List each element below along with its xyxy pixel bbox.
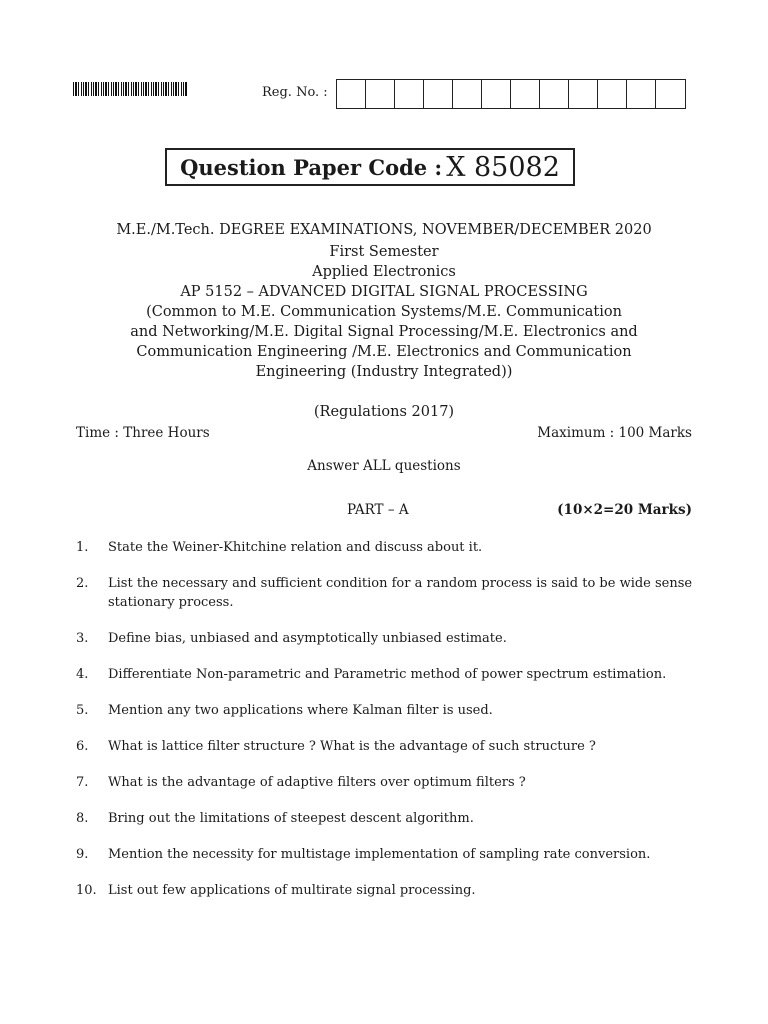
question-text: Mention any two applications where Kalman filter is used. xyxy=(108,703,493,718)
reg-no-box xyxy=(395,80,424,108)
barcode xyxy=(73,82,187,96)
question-text: List the necessary and sufficient condition for a random process is said to be wide sense stationary process. xyxy=(108,576,693,610)
reg-no-box xyxy=(627,80,656,108)
question-item xyxy=(76,701,716,720)
instruction: Answer ALL questions xyxy=(307,458,461,474)
qp-code-value: X 85082 xyxy=(446,151,560,183)
question-item xyxy=(76,574,716,612)
part-heading: PART – A xyxy=(347,502,409,518)
reg-no-box xyxy=(366,80,395,108)
common-to-line-3: Communication Engineering /M.E. Electronics and Communication xyxy=(136,344,632,360)
question-text: Bring out the limitations of steepest descent algorithm. xyxy=(108,811,474,826)
reg-no-box xyxy=(540,80,569,108)
semester: First Semester xyxy=(329,244,439,260)
department: Applied Electronics xyxy=(312,264,456,280)
question-number: 9. xyxy=(76,847,89,862)
question-item xyxy=(76,629,716,648)
reg-no-box xyxy=(511,80,540,108)
reg-no-boxes xyxy=(336,79,686,109)
question-number: 1. xyxy=(76,540,89,555)
part-marks: (10×2=20 Marks) xyxy=(557,502,692,518)
question-number: 2. xyxy=(76,576,89,591)
reg-no-box xyxy=(337,80,366,108)
question-item xyxy=(76,773,716,792)
question-number: 7. xyxy=(76,775,89,790)
reg-no-box xyxy=(569,80,598,108)
question-text: List out few applications of multirate signal processing. xyxy=(108,883,476,898)
question-text: Mention the necessity for multistage implementation of sampling rate conversion. xyxy=(108,847,651,862)
question-item xyxy=(76,809,716,828)
question-text: What is lattice filter structure ? What is the advantage of such structure ? xyxy=(108,739,596,754)
question-number: 8. xyxy=(76,811,89,826)
time-allowed: Time : Three Hours xyxy=(76,425,210,441)
qp-code-label: Question Paper Code : xyxy=(180,154,443,180)
question-number: 4. xyxy=(76,667,89,682)
question-item xyxy=(76,845,716,864)
reg-no-box xyxy=(424,80,453,108)
question-list xyxy=(76,538,716,917)
question-text: State the Weiner-Khitchine relation and discuss about it. xyxy=(108,540,483,555)
reg-no-label: Reg. No. : xyxy=(262,85,328,100)
course-title: AP 5152 – ADVANCED DIGITAL SIGNAL PROCESSING xyxy=(180,284,588,300)
common-to-line-4: Engineering (Industry Integrated)) xyxy=(255,364,513,380)
common-to-line-1: (Common to M.E. Communication Systems/M.E. Communication xyxy=(146,304,622,320)
question-number: 5. xyxy=(76,703,89,718)
reg-no-box xyxy=(598,80,627,108)
common-to-line-2: and Networking/M.E. Digital Signal Processing/M.E. Electronics and xyxy=(130,324,638,340)
question-number: 6. xyxy=(76,739,89,754)
question-text: Differentiate Non-parametric and Parametric method of power spectrum estimation. xyxy=(108,667,667,682)
question-item xyxy=(76,881,716,900)
question-item xyxy=(76,665,716,684)
exam-title: M.E./M.Tech. DEGREE EXAMINATIONS, NOVEMBER/DECEMBER 2020 xyxy=(116,222,652,238)
question-item xyxy=(76,737,716,756)
maximum-marks: Maximum : 100 Marks xyxy=(537,425,692,441)
regulations: (Regulations 2017) xyxy=(313,404,455,420)
reg-no-box xyxy=(656,80,685,108)
question-item xyxy=(76,538,716,557)
question-number: 3. xyxy=(76,631,89,646)
question-text: Define bias, unbiased and asymptotically unbiased estimate. xyxy=(108,631,507,646)
question-paper-code xyxy=(165,148,575,186)
reg-no-box xyxy=(482,80,511,108)
question-number: 10. xyxy=(76,883,97,898)
reg-no-box xyxy=(453,80,482,108)
question-text: What is the advantage of adaptive filters over optimum filters ? xyxy=(108,775,526,790)
